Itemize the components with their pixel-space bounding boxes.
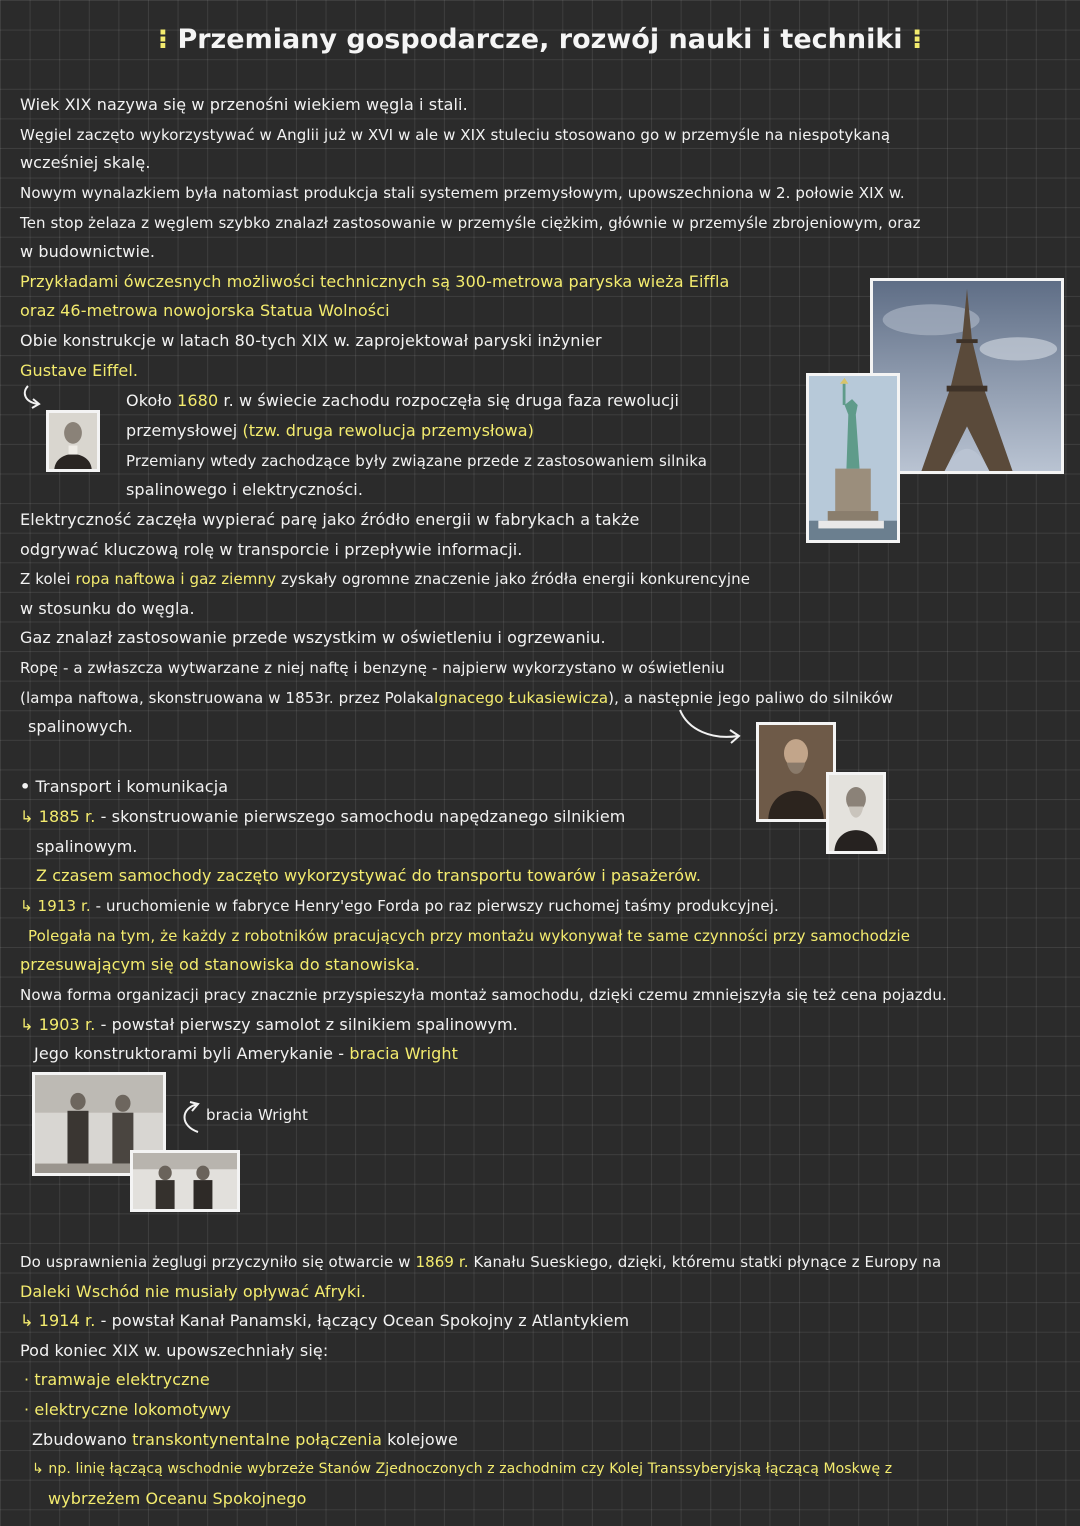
text-line: Zbudowano <box>32 1430 127 1449</box>
text-line: - skonstruowanie pierwszego samochodu napędzanego silnikiem <box>100 807 626 826</box>
text-line: zyskały ogromne znaczenie jako źródła energii konkurencyjne <box>280 570 751 588</box>
text-line: przemysłowej <box>126 421 238 440</box>
text-line: spalinowym. <box>36 837 138 856</box>
text-line: Węgiel zaczęto wykorzystywać w Anglii już w XVI w ale w XIX stuleciu stosowano go w przemyśle na niespotykaną <box>20 126 891 144</box>
date-highlight: 1914 r. <box>38 1311 96 1330</box>
text-line: Polegała na tym, że każdy z robotników pracujących przy montażu wykonywał te same czynności przy samochodzie <box>28 927 911 945</box>
text-line: - uruchomienie w fabryce Henry'ego Forda po raz pierwszy ruchomej taśmy produkcyjnej. <box>95 897 779 915</box>
text-line: Ten stop żelaza z węglem szybko znalazł zastosowanie w przemyśle ciężkim, głównie w przemyśle zbrojeniowym, oraz <box>20 214 921 232</box>
text-line: Daleki Wschód nie musiały opływać Afryki. <box>20 1282 366 1301</box>
text-line: Przykładami ówczesnych możliwości technicznych są 300-metrowa paryska wieża Eiffla <box>20 272 730 291</box>
section-heading: Transport i komunikacja <box>35 777 229 796</box>
text-line: spalinowych. <box>28 717 133 736</box>
text-line: - powstał pierwszy samolot z silnikiem spalinowym. <box>100 1015 518 1034</box>
arrow-icon: ↳ <box>20 807 34 826</box>
highlight: 1680 <box>177 391 219 410</box>
wright-brothers-photo <box>130 1150 240 1212</box>
arrow-icon: ↳ <box>20 1015 34 1034</box>
photo-caption: bracia Wright <box>206 1106 308 1124</box>
highlight: (tzw. druga rewolucja przemysłowa) <box>242 421 534 440</box>
text-line: Przemiany wtedy zachodzące były związane przede z zastosowaniem silnika <box>126 452 708 470</box>
arrow-icon <box>176 1100 206 1136</box>
text-line: Około <box>126 391 172 410</box>
list-item: elektryczne lokomotywy <box>34 1400 231 1419</box>
eiffel-portrait-photo <box>46 410 100 472</box>
text-line: Z kolei <box>20 570 71 588</box>
text-line: Z czasem samochody zaczęto wykorzystywać do transportu towarów i pasażerów. <box>36 866 701 885</box>
text-line: odgrywać kluczową rolę w transporcie i przepływie informacji. <box>20 540 523 559</box>
title-text: Przemiany gospodarcze, rozwój nauki i techniki <box>177 24 903 55</box>
date-highlight: 1869 r. <box>415 1253 469 1271</box>
highlight: Ignacego Łukasiewicza <box>433 689 609 707</box>
text-line: kolejowe <box>387 1430 458 1449</box>
text-line: wybrzeżem Oceanu Spokojnego <box>48 1489 307 1508</box>
text-line: Gaz znalazł zastosowanie przede wszystkim w oświetleniu i ogrzewaniu. <box>20 628 606 647</box>
text-line: Wiek XIX nazywa się w przenośni wiekiem węgla i stali. <box>20 95 468 114</box>
page-title <box>0 24 1080 55</box>
statue-of-liberty-photo <box>806 373 900 543</box>
text-line: przesuwającym się od stanowiska do stanowiska. <box>20 955 421 974</box>
text-line: ), a następnie jego paliwo do silników <box>608 689 894 707</box>
text-line: Jego konstruktorami byli Amerykanie - <box>34 1044 345 1063</box>
text-line: Gustave Eiffel. <box>20 361 139 380</box>
text-line: w budownictwie. <box>20 242 156 261</box>
text-line: Do usprawnienia żeglugi przyczyniło się otwarcie w <box>20 1253 411 1271</box>
text-line: spalinowego i elektryczności. <box>126 480 364 499</box>
text-line: Pod koniec XIX w. upowszechniały się: <box>20 1341 329 1360</box>
text-line: Nowa forma organizacji pracy znacznie przyspieszyła montaż samochodu, dzięki czemu zmniejszyła się też cena pojazdu. <box>20 986 947 1004</box>
bullet-icon: · <box>24 1370 30 1389</box>
date-highlight: 1903 r. <box>38 1015 96 1034</box>
text-line: Ropę - a zwłaszcza wytwarzane z niej naftę i benzynę - najpierw wykorzystano w oświetleniu <box>20 659 725 677</box>
bullet-icon: • <box>20 777 31 796</box>
text-line: - powstał Kanał Panamski, łączący Ocean Spokojny z Atlantykiem <box>100 1311 630 1330</box>
arrow-icon <box>20 384 46 410</box>
lukasiewicz-portrait-photo <box>826 772 886 854</box>
arrow-icon: ↳ <box>20 1311 34 1330</box>
lukasiewicz-portrait-photo <box>756 722 836 822</box>
arrow-icon: ↳ <box>20 897 33 915</box>
text-line: Nowym wynalazkiem była natomiast produkcja stali systemem przemysłowym, upowszechniona w 2. połowie XIX w. <box>20 184 905 202</box>
bullet-icon: · <box>24 1400 30 1419</box>
title-deco-left-icon: ⁝ <box>157 24 169 55</box>
title-deco-right-icon: ⁝ <box>911 24 923 55</box>
text-line: wcześniej skalę. <box>20 153 151 172</box>
text-line: w stosunku do węgla. <box>20 599 195 618</box>
arrow-icon <box>676 706 746 746</box>
arrow-icon: ↳ <box>32 1461 44 1477</box>
date-highlight: 1885 r. <box>38 807 96 826</box>
text-line: r. w świecie zachodu rozpoczęła się druga faza rewolucji <box>223 391 680 410</box>
text-line: Obie konstrukcje w latach 80-tych XIX w. zaprojektował paryski inżynier <box>20 331 602 350</box>
date-highlight: 1913 r. <box>37 897 91 915</box>
text-line: np. linię łączącą wschodnie wybrzeże Stanów Zjednoczonych z zachodnim czy Kolej Transsyberyjską łączącą Moskwę z <box>48 1461 893 1477</box>
text-line: (lampa naftowa, skonstruowana w 1853r. przez Polaka <box>20 689 434 707</box>
text-line: Kanału Sueskiego, dzięki, któremu statki płynące z Europy na <box>473 1253 942 1271</box>
highlight: bracia Wright <box>349 1044 459 1063</box>
text-line: Elektryczność zaczęła wypierać parę jako źródło energii w fabrykach a także <box>20 510 640 529</box>
text-line: oraz 46-metrowa nowojorska Statua Wolności <box>20 301 390 320</box>
list-item: tramwaje elektryczne <box>34 1370 210 1389</box>
highlight: transkontynentalne połączenia <box>132 1430 382 1449</box>
highlight: ropa naftowa i gaz ziemny <box>75 570 277 588</box>
